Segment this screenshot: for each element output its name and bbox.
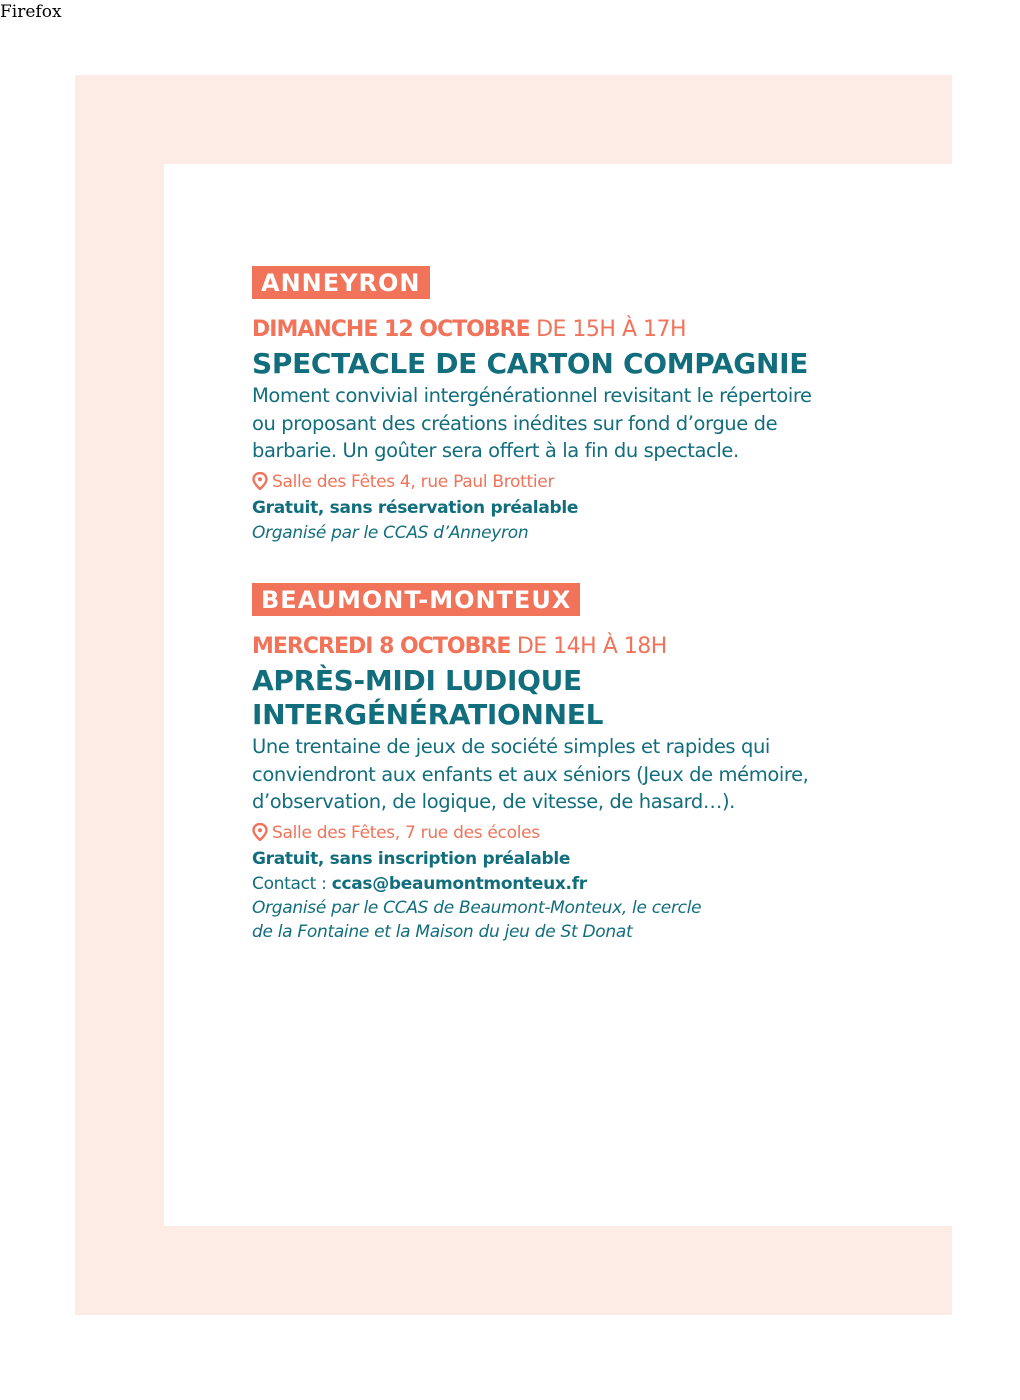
event-price: Gratuit, sans réservation préalable: [252, 497, 579, 518]
window-title: Firefox: [0, 2, 62, 22]
description-line: Moment convivial intergénérationnel revisitant le répertoire: [252, 384, 812, 407]
organizer-line: de la Fontaine et la Maison du jeu de St Donat: [252, 921, 633, 942]
event-description: [252, 733, 892, 816]
event-title: [252, 664, 892, 732]
event-contact: [252, 872, 892, 896]
event-title-line: INTERGÉNÉRATIONNEL: [252, 698, 604, 731]
contact-email: ccas@beaumontmonteux.fr: [331, 873, 587, 894]
event-description: [252, 382, 892, 465]
venue-text: Salle des Fêtes 4, rue Paul Brottier: [272, 471, 555, 492]
organizer-line: Organisé par le CCAS de Beaumont-Monteux, le cercle: [252, 897, 702, 918]
town-badge: ANNEYRON: [252, 266, 430, 299]
event-venue: [252, 820, 892, 846]
description-line: Une trentaine de jeux de société simples et rapides qui: [252, 735, 770, 758]
map-pin-icon: [252, 472, 268, 490]
event-organizer: [252, 896, 892, 944]
contact-label: Contact :: [252, 873, 332, 894]
event-price: Gratuit, sans inscription préalable: [252, 848, 571, 869]
town-badge: BEAUMONT-MONTEUX: [252, 583, 580, 616]
description-line: d’observation, de logique, de vitesse, de hasard…).: [252, 790, 735, 813]
event-date: [252, 633, 892, 661]
description-line: conviendront aux enfants et aux séniors (Jeux de mémoire,: [252, 762, 809, 786]
map-pin-icon: [252, 823, 268, 841]
event-title: [252, 347, 892, 381]
event-beaumont-monteux: [252, 583, 892, 944]
event-anneyron: [252, 266, 892, 545]
event-time: DE 15H À 17H: [536, 317, 687, 342]
event-venue: [252, 469, 892, 495]
event-time: DE 14H À 18H: [516, 634, 667, 659]
description-line: ou proposant des créations inédites sur fond d’orgue de: [252, 411, 778, 435]
event-day: MERCREDI 8 OCTOBRE: [252, 634, 511, 659]
venue-text: Salle des Fêtes, 7 rue des écoles: [272, 822, 540, 843]
event-organizer: [252, 521, 892, 545]
organizer-line: Organisé par le CCAS d’Anneyron: [252, 522, 529, 543]
event-date: [252, 316, 892, 344]
event-day: DIMANCHE 12 OCTOBRE: [252, 317, 530, 342]
description-line: barbarie. Un goûter sera offert à la fin du spectacle.: [252, 439, 739, 462]
event-title-line: SPECTACLE DE CARTON COMPAGNIE: [252, 347, 809, 380]
event-title-line: APRÈS-MIDI LUDIQUE: [252, 664, 582, 697]
